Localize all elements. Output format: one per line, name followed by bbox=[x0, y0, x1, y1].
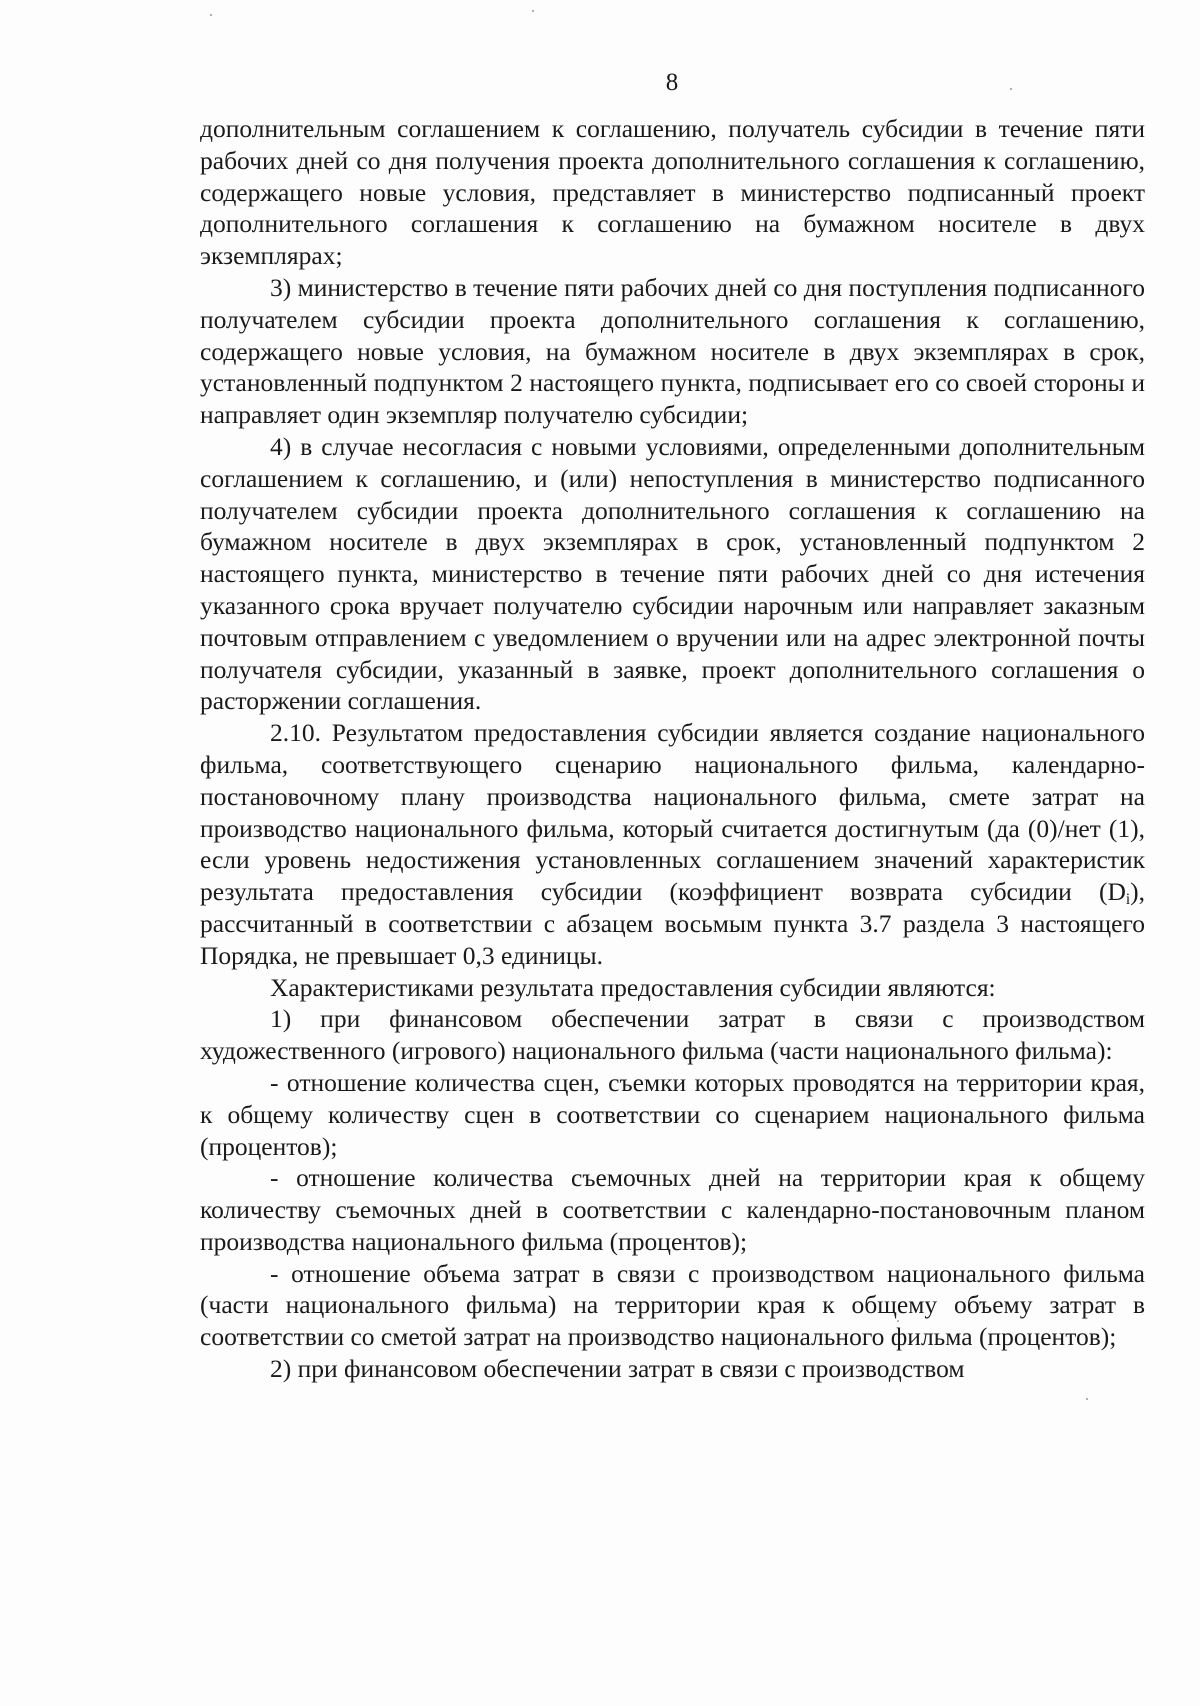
scan-speck bbox=[532, 10, 534, 12]
paragraph-item-4: 4) в случае несогласия с новыми условиями, определенными дополнительным соглашением к соглашению, и (или) непоступления в министерство подписанного получателем субсидии проекта дополнительного соглашения к соглашению на бумажном носителе в двух экземплярах в срок, установленный подпунктом 2 настоящего пункта, министерство в течение пяти рабочих дней со дня истечения указанного срока вручает получателю субсидии нарочным или направляет заказным почтовым отправлением с уведомлением о вручении или на адрес электронной почты получателя субсидии, указанный в заявке, проект дополнительного соглашения о расторжении соглашения. bbox=[200, 431, 1145, 716]
scan-speck bbox=[1086, 1398, 1088, 1400]
paragraph-subitem-2: 2) при финансовом обеспечении затрат в связи с производством bbox=[270, 1354, 965, 1384]
paragraph-dash-costs: - отношение объема затрат в связи с производством национального фильма (части национального фильма) на территории края к общему объему затрат в соответствии со сметой затрат на производство национального фильма (процентов); bbox=[200, 1258, 1145, 1352]
document-body bbox=[200, 113, 1145, 1385]
paragraph-2-10-text-end: ), рассчитанный в соответствии с абзацем восьмым пункта 3.7 раздела 3 настоящего Порядка, не превышает 0,3 единицы. bbox=[200, 877, 1145, 970]
paragraph-subitem-1: 1) при финансовом обеспечении затрат в связи с производством художественного (игрового) национального фильма (части национального фильма): bbox=[200, 1004, 1145, 1066]
paragraph-2-10-text: 2.10. Результатом предоставления субсидии является создание национального фильма, соответствующего сценарию национального фильма, календарно-постановочному плану производства национального фильма, смете затрат на производство национального фильма, который считается достигнутым (да (0)/нет (1), если уровень недостижения установленных соглашением значений характеристик результата предоставления субсидии (коэффициент возврата субсидии (D bbox=[200, 718, 1145, 907]
paragraph-2-10 bbox=[200, 717, 1145, 971]
paragraph-1: дополнительным соглашением к соглашению, получатель субсидии в течение пяти рабочих дней со дня получения проекта дополнительного соглашения к соглашению, содержащего новые условия, представляет в министерство подписанный проект дополнительного соглашения к соглашению на бумажном носителе в двух экземплярах; bbox=[200, 114, 1145, 271]
scan-speck bbox=[897, 1320, 899, 1322]
scan-speck bbox=[210, 14, 212, 16]
scan-speck bbox=[1010, 88, 1012, 90]
paragraph-dash-scenes: - отношение количества сцен, съемки которых проводятся на территории края, к общему количеству сцен в соответствии со сценарием национального фильма (процентов); bbox=[200, 1067, 1145, 1161]
subscript-i: i bbox=[1125, 890, 1131, 908]
page-number: 8 bbox=[665, 69, 679, 96]
paragraph-dash-shooting-days: - отношение количества съемочных дней на территории края к общему количеству съемочных дней в соответствии с календарно-постановочным планом производства национального фильма (процентов); bbox=[200, 1163, 1145, 1256]
paragraph-characteristics-intro: Характеристиками результата предоставления субсидии являются: bbox=[270, 972, 996, 1002]
paragraph-item-3: 3) министерство в течение пяти рабочих дней со дня поступления подписанного получателем субсидии проекта дополнительного соглашения к соглашению, содержащего новые условия, на бумажном носителе в двух экземплярах в срок, установленный подпунктом 2 настоящего пункта, подписывает его со своей стороны и направляет один экземпляр получателю субсидии; bbox=[200, 272, 1145, 430]
